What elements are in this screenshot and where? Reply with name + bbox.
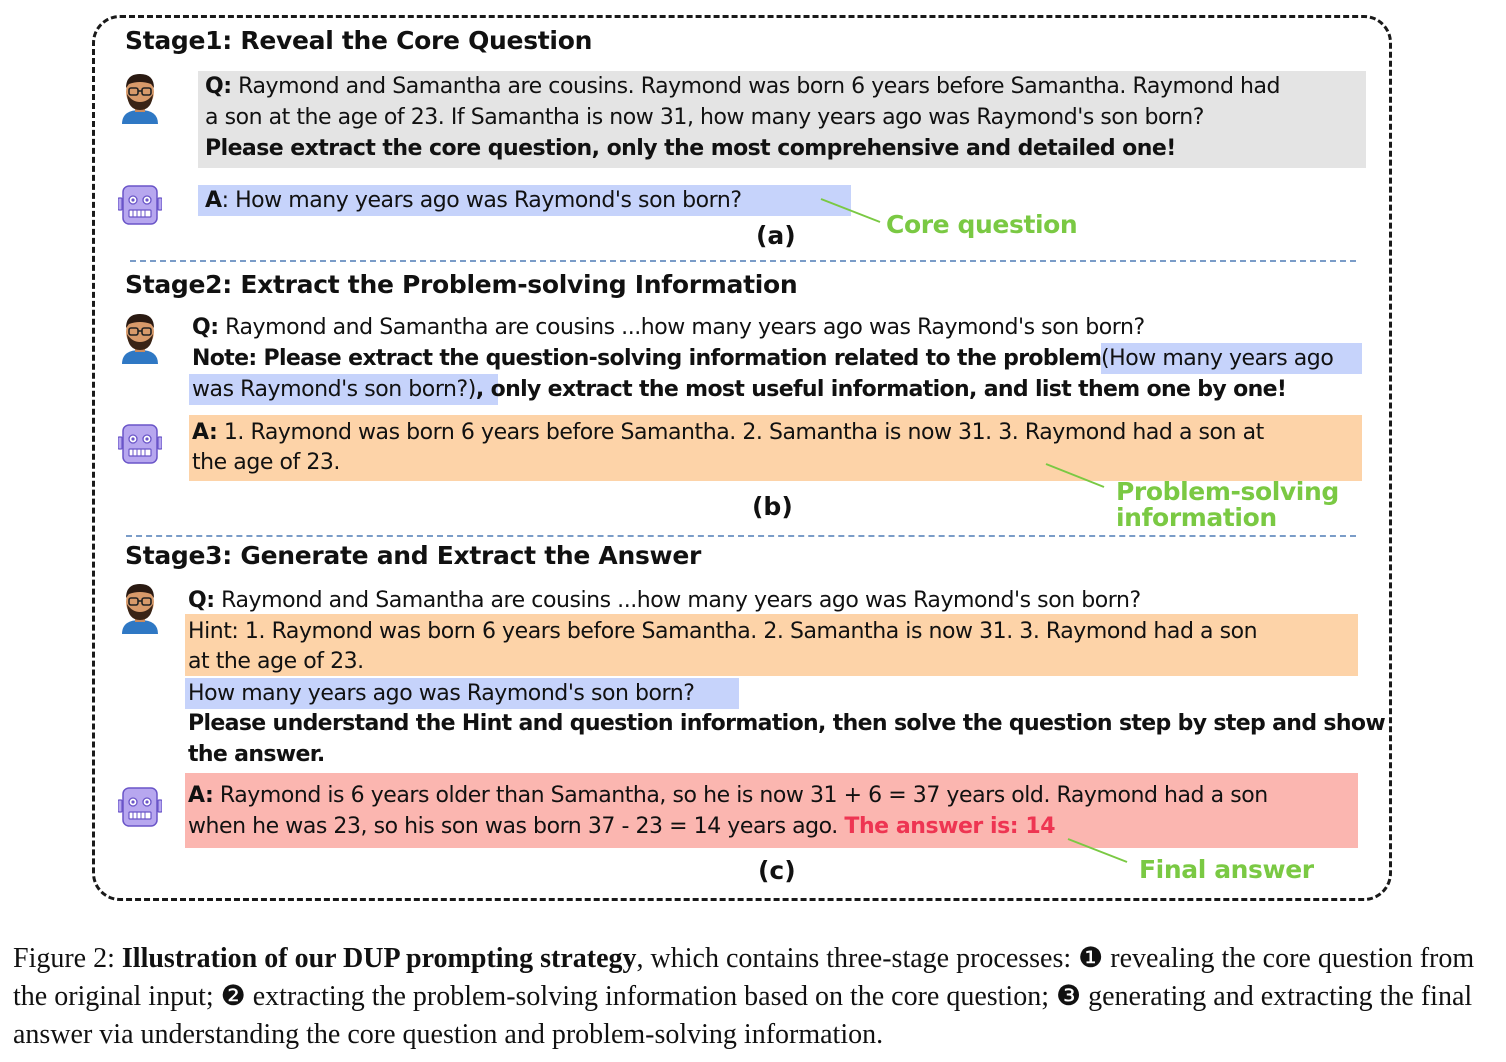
stage2-title: Stage2: Extract the Problem-solving Information bbox=[125, 270, 798, 299]
step2-marker: ❷ bbox=[220, 981, 246, 1012]
stage2-question: Q: Raymond and Samantha are cousins ...how many years ago was Raymond's son born? bbox=[192, 315, 1145, 340]
stage3-hint-line2: at the age of 23. bbox=[188, 649, 364, 674]
stage1-question-line2: a son at the age of 23. If Samantha is now 31, how many years ago was Raymond's son born? bbox=[205, 105, 1204, 130]
stage3-question: Q: Raymond and Samantha are cousins ...how many years ago was Raymond's son born? bbox=[188, 588, 1141, 613]
stage3-instruction-line1: Please understand the Hint and question information, then solve the question step by step and show bbox=[188, 711, 1386, 736]
final-answer-annotation: Final answer bbox=[1139, 855, 1314, 884]
stage1-sublabel: (a) bbox=[756, 221, 796, 250]
stage3-core-question: How many years ago was Raymond's son born? bbox=[188, 681, 695, 706]
stage3-answer-line2: when he was 23, so his son was born 37 - 23 = 14 years ago. The answer is: 14 bbox=[188, 814, 1056, 839]
stage3-answer-line1: A: Raymond is 6 years older than Samantha, so he is now 31 + 6 = 37 years old. Raymond had a son bbox=[188, 783, 1268, 808]
core-question-leader-line bbox=[821, 199, 880, 222]
stage1-question-line1: Q: Raymond and Samantha are cousins. Raymond was born 6 years before Samantha. Raymond had bbox=[205, 74, 1281, 99]
stage1-title: Stage1: Reveal the Core Question bbox=[125, 26, 593, 55]
stage1-answer: A: How many years ago was Raymond's son born? bbox=[205, 188, 742, 213]
step1-marker: ❶ bbox=[1078, 943, 1104, 974]
problem-solving-annotation: Problem-solving information bbox=[1116, 477, 1339, 532]
stage2-answer-line2: the age of 23. bbox=[192, 450, 340, 475]
stage3-sublabel: (c) bbox=[758, 856, 796, 885]
core-question-annotation: Core question bbox=[886, 210, 1078, 239]
stage1-instruction: Please extract the core question, only the most comprehensive and detailed one! bbox=[205, 136, 1176, 161]
figure-caption: Figure 2: Illustration of our DUP prompting strategy, which contains three-stage processes: ❶ revealing the core question from the original input; ❷ extracting the problem-solving information based on the core question; ❸ generating and extracting the final answer via understanding the core question and problem-solving information. bbox=[13, 943, 1475, 1050]
step3-marker: ❸ bbox=[1056, 981, 1082, 1012]
final-answer-text: The answer is: 14 bbox=[844, 814, 1056, 839]
stage2-sublabel: (b) bbox=[752, 492, 793, 521]
stage3-hint-line1: Hint: 1. Raymond was born 6 years before Samantha. 2. Samantha is now 31. 3. Raymond had a son bbox=[188, 619, 1258, 644]
stage2-note-line1: Note: Please extract the question-solving information related to the problem (How many years ago bbox=[192, 346, 1334, 371]
stage3-instruction-line2: the answer. bbox=[188, 742, 325, 767]
stage2-answer-line1: A: 1. Raymond was born 6 years before Samantha. 2. Samantha is now 31. 3. Raymond had a son at bbox=[192, 420, 1264, 445]
problem-solving-leader-line bbox=[1046, 464, 1104, 487]
stage3-title: Stage3: Generate and Extract the Answer bbox=[125, 541, 702, 570]
stage2-note-line2: was Raymond's son born?), only extract the most useful information, and list them one by one! bbox=[192, 377, 1287, 402]
final-answer-leader-line bbox=[1068, 839, 1127, 862]
